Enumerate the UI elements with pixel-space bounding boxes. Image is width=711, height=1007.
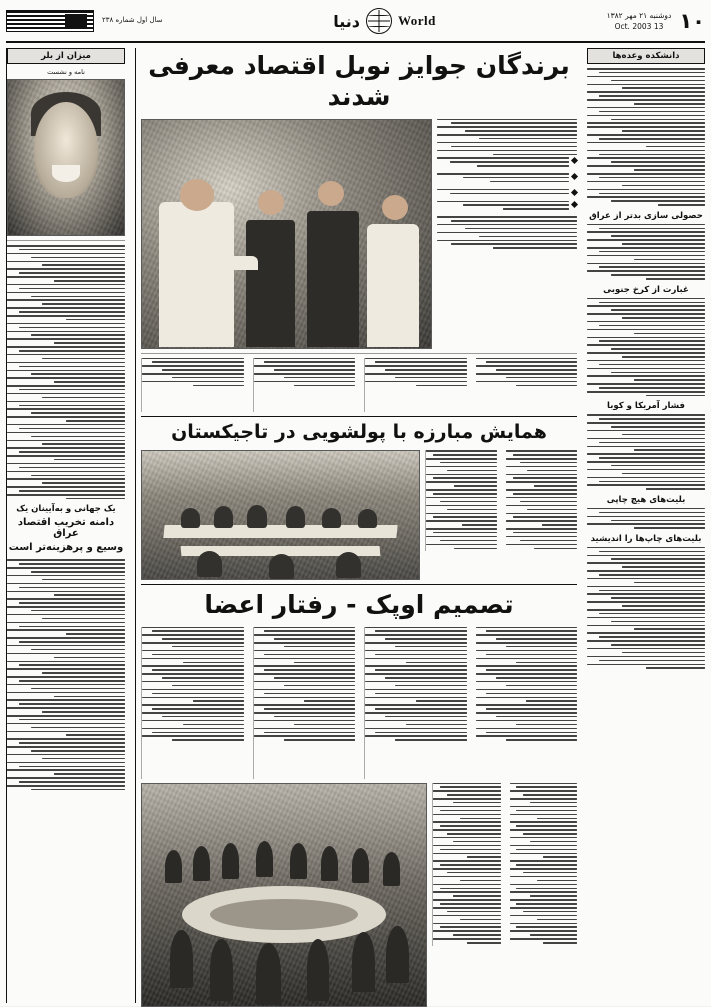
page-body [6, 48, 705, 1003]
opec-headline: تصمیم اوپک - رفتار اعضا [204, 590, 514, 620]
right-head-3: فشار آمریکا و کوبا [607, 401, 685, 412]
date-fa: دوشنبه ۲۱ مهر ۱۳۸۲ [606, 10, 672, 20]
tajikistan-text [425, 450, 577, 580]
page-number: ۱۰ [679, 9, 705, 33]
right-head-2: غبارت از کرخ جنوبی [603, 284, 689, 295]
left-head-3: وسیع و پرهزینه‌تر است [8, 542, 124, 554]
masthead-date [607, 10, 672, 33]
right-col-text-6 [587, 547, 705, 669]
right-col-text-1 [587, 68, 705, 206]
masthead [6, 4, 705, 43]
right-col-text-2 [587, 224, 705, 280]
section-name-en: World [398, 13, 436, 28]
bullet-marker [571, 189, 578, 196]
opec-text-col-4 [141, 627, 248, 779]
left-box-title: میزان از بلر [7, 48, 125, 64]
left-col-text-1 [7, 245, 125, 499]
right-head-5: بلیت‌های چاپ‌ها را اندیشید [590, 533, 702, 544]
left-head-1: یک جهانی و به‌آیینان یک [16, 504, 116, 515]
tajikistan-headline: همایش مبارزه با پولشویی در تاجیکستان [171, 420, 547, 443]
right-col-text-5 [587, 508, 705, 529]
left-head-2: دامنه تخریب اقتصاد عراق [17, 517, 115, 540]
left-column [6, 48, 130, 1003]
lead-side-text [437, 119, 577, 349]
lead-caption-col-1 [476, 358, 578, 412]
lead-caption-col-3 [253, 358, 360, 412]
left-col-text-2 [7, 559, 125, 790]
opec-text-row [141, 627, 577, 779]
portrait-photo [7, 79, 125, 236]
right-head-4: بلیت‌های هیچ چاپی [606, 494, 686, 505]
opec-photo [141, 783, 427, 1007]
bullet-marker [571, 157, 578, 164]
tajikistan-photo [141, 450, 420, 580]
bullet-marker [571, 173, 578, 180]
left-box-byline: نامه و نشست [47, 68, 85, 76]
right-box-title: دانشکده وعده‌ها [587, 48, 705, 64]
lead-caption-row [141, 358, 577, 412]
lead-photo [141, 119, 432, 349]
right-head-1: حصولی سازی بدتر از عراق [589, 210, 703, 221]
masthead-logo [333, 8, 436, 34]
lead-caption-col-4 [141, 358, 248, 412]
opec-text-col-1 [476, 627, 578, 779]
lead-caption-col-2 [364, 358, 471, 412]
globe-icon [366, 8, 392, 34]
main-column [135, 48, 582, 1003]
newspaper-flag-icon [6, 10, 94, 32]
masthead-right [6, 10, 163, 32]
right-column [587, 48, 705, 1003]
right-col-text-4 [587, 414, 705, 489]
opec-text-col-3 [253, 627, 360, 779]
right-col-text-3 [587, 298, 705, 397]
section-name-fa: دنیا [333, 11, 360, 31]
opec-text-col-2 [364, 627, 471, 779]
masthead-left [607, 9, 705, 33]
opec-bottom-text [432, 783, 577, 1007]
issue-info: سال اول شماره ۲۳۸ [102, 16, 163, 25]
bullet-marker [571, 200, 578, 207]
date-en: 13 Oct. 2003 [614, 22, 664, 31]
lead-headline: برندگان جوایز نوبل اقتصاد معرفی شدند [148, 51, 570, 112]
